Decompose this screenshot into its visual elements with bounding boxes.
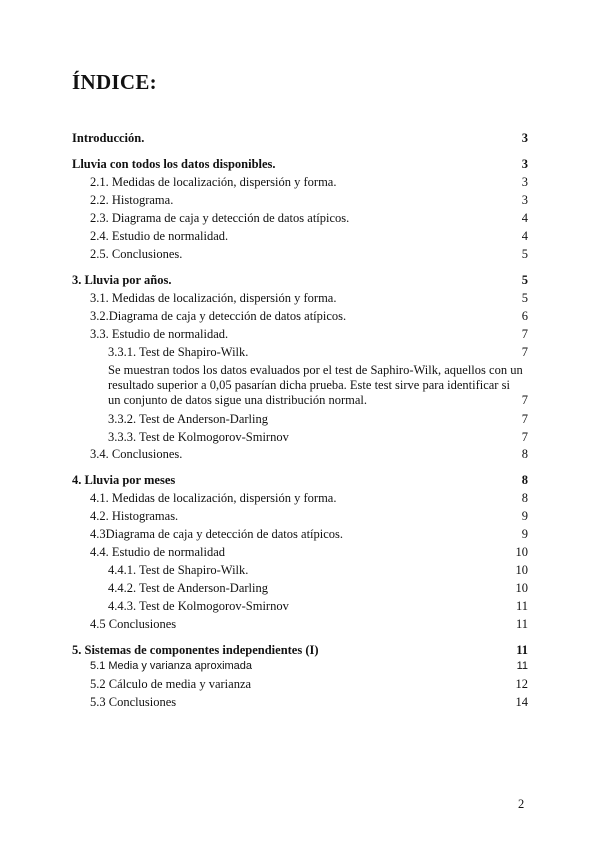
toc-label: 3.2.Diagrama de caja y detección de datos atípicos. bbox=[90, 309, 347, 323]
toc-page: 12 bbox=[515, 677, 528, 691]
toc-entry[interactable] bbox=[72, 345, 528, 360]
toc-page: 5 bbox=[521, 273, 528, 287]
toc-label: 3.1. Medidas de localización, dispersión y forma. bbox=[90, 291, 337, 305]
toc-page: 11 bbox=[515, 599, 528, 613]
toc-label: 4.4.1. Test de Shapiro-Wilk. bbox=[108, 563, 249, 577]
toc-label: 3.3.1. Test de Shapiro-Wilk. bbox=[108, 345, 249, 359]
toc-label: 4.1. Medidas de localización, dispersión y forma. bbox=[90, 491, 337, 505]
toc-label: 4.3Diagrama de caja y detección de datos atípicos. bbox=[90, 527, 344, 541]
toc-page: 3 bbox=[521, 175, 528, 189]
toc-label: 5.1 Media y varianza aproximada bbox=[90, 660, 253, 672]
toc-entry[interactable] bbox=[72, 677, 528, 692]
toc-page: 4 bbox=[521, 211, 528, 225]
toc-page: 4 bbox=[521, 229, 528, 243]
toc-entry[interactable] bbox=[72, 157, 528, 172]
toc-label: Lluvia con todos los datos disponibles. bbox=[72, 157, 276, 171]
toc-label: 2.3. Diagrama de caja y detección de datos atípicos. bbox=[90, 211, 350, 225]
toc-label: 4.4.3. Test de Kolmogorov-Smirnov bbox=[108, 599, 289, 613]
toc-label: 5. Sistemas de componentes independientes (I) bbox=[72, 643, 319, 657]
toc-label: 3.4. Conclusiones. bbox=[90, 447, 183, 461]
toc-page: 11 bbox=[516, 660, 528, 672]
toc-label: 3.3.3. Test de Kolmogorov-Smirnov bbox=[108, 430, 289, 444]
toc-page: 6 bbox=[521, 309, 528, 323]
toc-label: 5.2 Cálculo de media y varianza bbox=[90, 677, 252, 691]
toc-entry[interactable] bbox=[72, 193, 528, 208]
toc-entry[interactable] bbox=[72, 430, 528, 445]
toc-label: 5.3 Conclusiones bbox=[90, 695, 177, 709]
toc-label: 4.4.2. Test de Anderson-Darling bbox=[108, 581, 268, 595]
toc-entry[interactable] bbox=[72, 695, 528, 710]
toc-page: 7 bbox=[521, 412, 528, 426]
toc-entry[interactable] bbox=[72, 229, 528, 244]
toc-page: 3 bbox=[521, 131, 528, 145]
toc-entry[interactable] bbox=[72, 309, 528, 324]
toc-page: 5 bbox=[521, 247, 528, 261]
toc-page: 10 bbox=[515, 545, 528, 559]
toc-label: 4.5 Conclusiones bbox=[90, 617, 177, 631]
toc-entry[interactable] bbox=[72, 545, 528, 560]
toc-entry[interactable] bbox=[72, 273, 528, 288]
toc-label: 2.1. Medidas de localización, dispersión y forma. bbox=[90, 175, 337, 189]
toc-page: 7 bbox=[521, 327, 528, 341]
toc-entry[interactable] bbox=[72, 509, 528, 524]
toc-entry[interactable] bbox=[72, 447, 528, 462]
toc-paragraph-entry[interactable] bbox=[72, 363, 528, 408]
toc-page: 7 bbox=[521, 393, 528, 407]
toc-page: 10 bbox=[515, 581, 528, 595]
toc-entry[interactable] bbox=[72, 581, 528, 596]
toc-page: 3 bbox=[521, 157, 528, 171]
toc-label: 2.4. Estudio de normalidad. bbox=[90, 229, 229, 243]
toc-page: 8 bbox=[521, 447, 528, 461]
toc-page: 8 bbox=[521, 491, 528, 505]
toc-entry[interactable] bbox=[72, 473, 528, 488]
toc-entry[interactable] bbox=[72, 659, 528, 674]
toc-label: 3. Lluvia por años. bbox=[72, 273, 172, 287]
toc-entry[interactable] bbox=[72, 175, 528, 190]
toc-entry[interactable] bbox=[72, 617, 528, 632]
toc-entry[interactable] bbox=[72, 599, 528, 614]
toc-page: 3 bbox=[521, 193, 528, 207]
page-title: ÍNDICE: bbox=[72, 70, 157, 94]
toc-entry[interactable] bbox=[72, 291, 528, 306]
toc-label: 4. Lluvia por meses bbox=[72, 473, 176, 487]
toc-entry[interactable] bbox=[72, 412, 528, 427]
toc-label: 2.5. Conclusiones. bbox=[90, 247, 183, 261]
toc-page: 7 bbox=[521, 345, 528, 359]
toc-entry[interactable] bbox=[72, 327, 528, 342]
toc-entry[interactable] bbox=[72, 211, 528, 226]
toc-page: 9 bbox=[521, 509, 528, 523]
toc-page: 7 bbox=[521, 430, 528, 444]
toc-page: 10 bbox=[515, 563, 528, 577]
toc-label: 3.3.2. Test de Anderson-Darling bbox=[108, 412, 268, 426]
toc-entry[interactable] bbox=[72, 527, 528, 542]
toc-label: 4.2. Histogramas. bbox=[90, 509, 179, 523]
toc-page: 14 bbox=[515, 695, 528, 709]
toc-page: 11 bbox=[515, 617, 528, 631]
toc-entry[interactable] bbox=[72, 247, 528, 262]
toc-entry[interactable] bbox=[72, 563, 528, 578]
toc-label: 2.2. Histograma. bbox=[90, 193, 174, 207]
toc-entry[interactable] bbox=[72, 131, 528, 146]
toc-entry[interactable] bbox=[72, 643, 528, 658]
toc-page: 8 bbox=[521, 473, 528, 487]
toc-label: 4.4. Estudio de normalidad bbox=[90, 545, 226, 559]
toc-label: 3.3. Estudio de normalidad. bbox=[90, 327, 229, 341]
page-number: 2 bbox=[518, 797, 525, 811]
toc-page: 5 bbox=[521, 291, 528, 305]
toc-page: 11 bbox=[516, 643, 528, 657]
toc-label: Introducción. bbox=[72, 131, 145, 145]
toc-page: 9 bbox=[521, 527, 528, 541]
toc-entry[interactable] bbox=[72, 491, 528, 506]
toc-label: Se muestran todos los datos evaluados por el test de Saphiro-Wilk, aquellos con un resultado superior a 0,05 pasarían dicha prueba. Este test sirve para identificar si un conjunto de datos sigue una distribución normal. bbox=[108, 363, 523, 407]
